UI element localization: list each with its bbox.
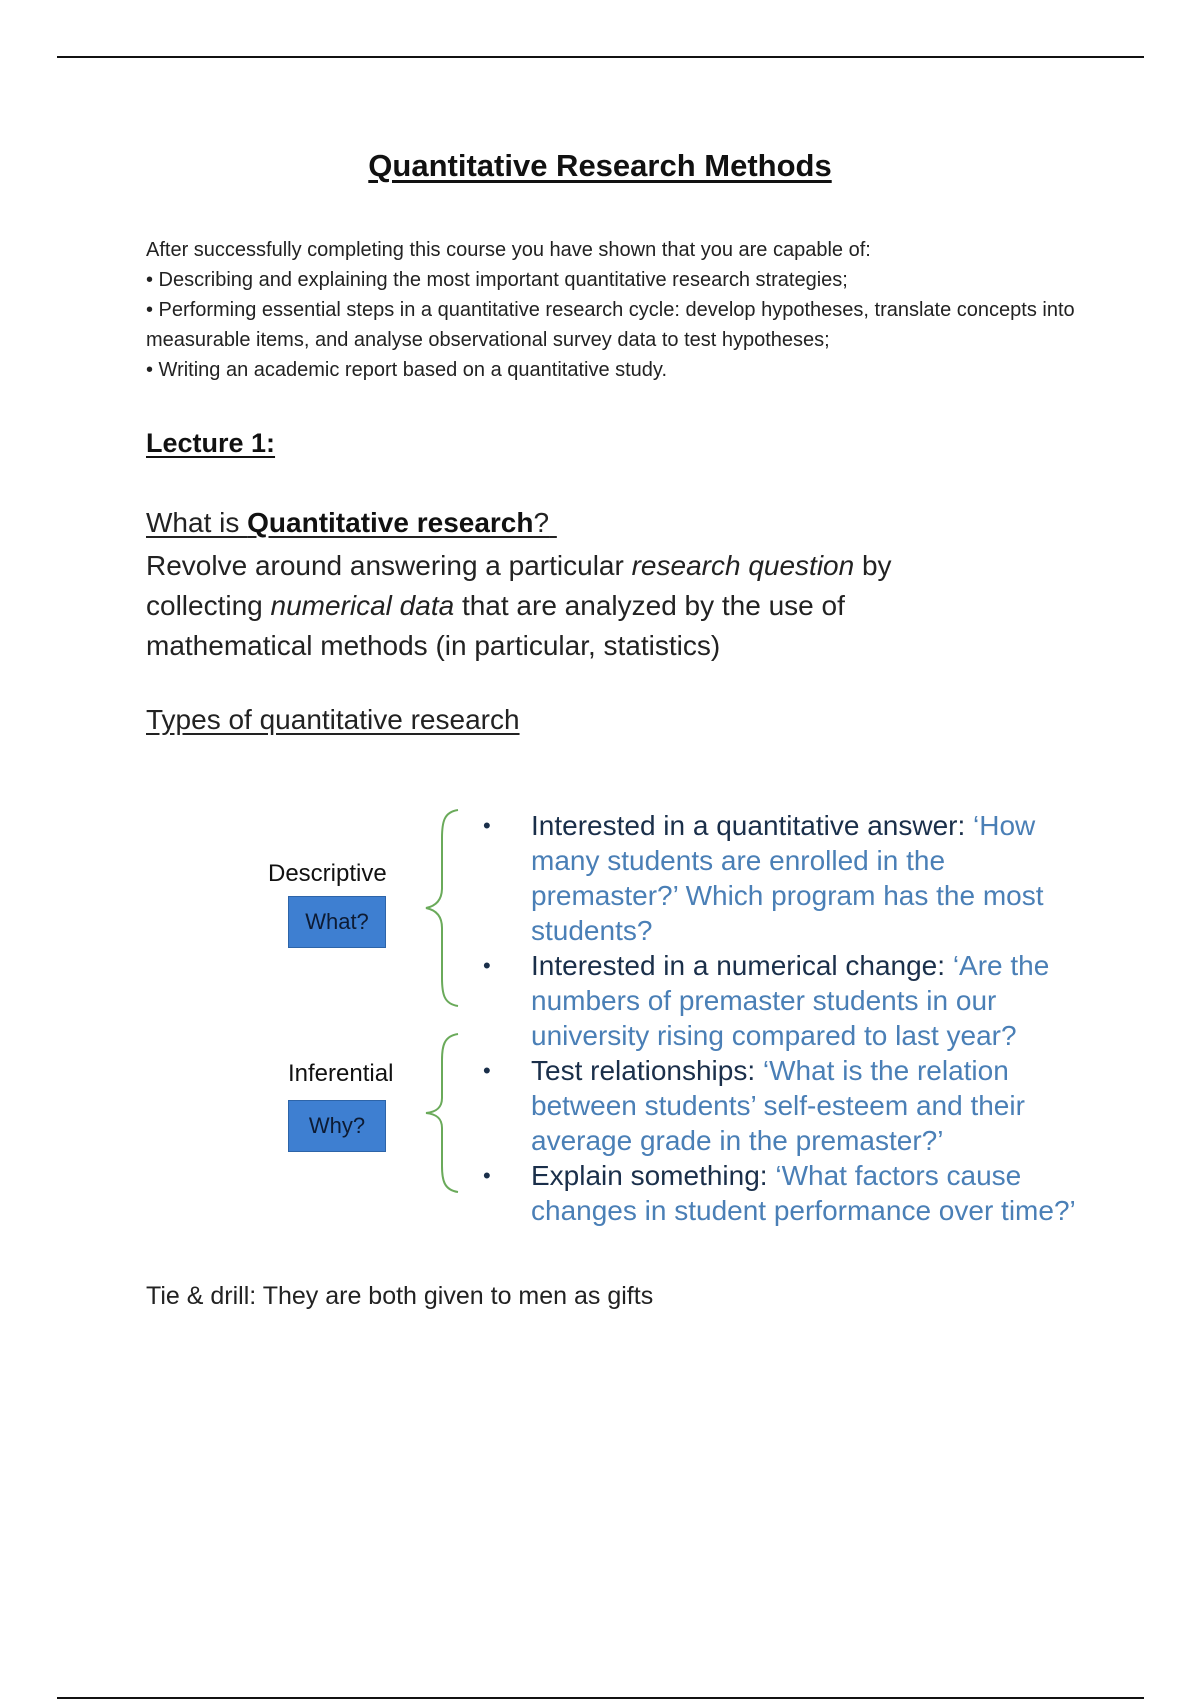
point-lead: Interested in a numerical change: <box>531 950 953 981</box>
list-item <box>483 948 1093 1053</box>
point-quote: ‘How many students are enrolled in the premaster?’ Which program has the most students? <box>531 810 1044 946</box>
point-quote: ‘What factors cause changes in student performance over time?’ <box>531 1160 1076 1226</box>
types-diagram <box>250 800 1110 1240</box>
point-lead: Interested in a quantitative answer: <box>531 810 974 841</box>
definition-text: by collecting <box>146 550 892 621</box>
descriptive-brace-icon <box>422 808 462 1008</box>
lecture-heading: Lecture 1: <box>146 428 276 458</box>
learning-objectives <box>146 235 1076 385</box>
footnote-text: Tie & drill: They are both given to men as gifts <box>146 1282 654 1310</box>
descriptive-label: Descriptive <box>268 860 387 887</box>
definition-text: Revolve around answering a particular <box>146 550 632 581</box>
point-quote: ‘What is the relation between students’ self-esteem and their average grade in the premaster?’ <box>531 1055 1025 1156</box>
bottom-rule <box>57 1697 1144 1699</box>
document-title: Quantitative Research Methods <box>368 148 832 183</box>
objective-item: • Describing and explaining the most important quantitative research strategies; <box>146 269 848 291</box>
bullet-icon: • <box>483 813 491 838</box>
objective-item: • Performing essential steps in a quantitative research cycle: develop hypotheses, translate concepts into measurable items, and analyse observational survey data to test hypotheses; <box>146 299 1075 351</box>
question-suffix: ? <box>533 507 550 538</box>
list-item <box>483 1053 1093 1158</box>
type-points <box>483 808 1093 1228</box>
objective-item: • Writing an academic report based on a quantitative study. <box>146 359 667 381</box>
inferential-label: Inferential <box>288 1060 394 1087</box>
why-box: Why? <box>288 1100 386 1152</box>
types-heading: Types of quantitative research <box>146 704 520 735</box>
question-bold: Quantitative research <box>247 507 534 538</box>
definition-paragraph <box>146 546 966 666</box>
bullet-icon: • <box>483 1058 491 1083</box>
question-heading <box>146 507 557 539</box>
definition-emphasis: research question <box>631 550 855 581</box>
list-item <box>483 1158 1093 1228</box>
definition-emphasis: numerical data <box>270 590 455 621</box>
question-prefix: What is <box>146 507 248 538</box>
bullet-icon: • <box>483 953 491 978</box>
list-item <box>483 808 1093 948</box>
what-box: What? <box>288 896 386 948</box>
definition-text: that are analyzed by the use of mathematical methods (in particular, statistics) <box>146 590 845 661</box>
top-rule <box>57 56 1144 58</box>
point-lead: Test relationships: <box>531 1055 763 1086</box>
objectives-intro: After successfully completing this course you have shown that you are capable of: <box>146 239 871 261</box>
inferential-brace-icon <box>422 1032 462 1194</box>
point-quote: ‘Are the numbers of premaster students in our university rising compared to last year? <box>531 950 1050 1051</box>
point-lead: Explain something: <box>531 1160 776 1191</box>
bullet-icon: • <box>483 1163 491 1188</box>
